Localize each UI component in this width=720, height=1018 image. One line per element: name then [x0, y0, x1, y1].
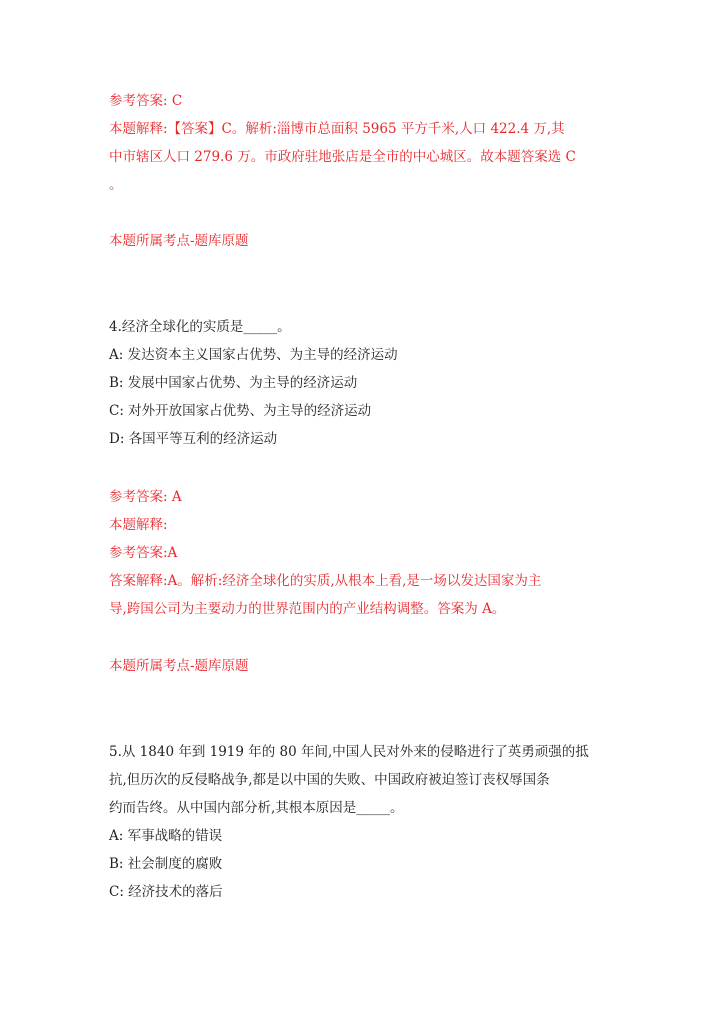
- source-line: 本题所属考点-题库原题: [109, 658, 249, 674]
- explanation-line: 。: [109, 177, 123, 193]
- question-stem: 约而告终。从中国内部分析,其根本原因是_____。: [109, 800, 404, 816]
- question-stem: 4.经济全球化的实质是_____。: [109, 319, 291, 335]
- analysis-line: 答案解释:A。解析:经济全球化的实质,从根本上看,是一场以发达国家为主: [109, 573, 542, 589]
- option-c: C: 经济技术的落后: [109, 884, 223, 900]
- analysis-line: 导,跨国公司为主要动力的世界范围内的产业结构调整。答案为 A。: [109, 601, 506, 617]
- answer-line-2: 参考答案:A: [109, 545, 178, 561]
- option-a: A: 军事战略的错误: [109, 828, 223, 844]
- source-line: 本题所属考点-题库原题: [109, 233, 249, 249]
- explanation-line: 中市辖区人口 279.6 万。市政府驻地张店是全市的中心城区。故本题答案选 C: [109, 149, 576, 165]
- answer-line: 参考答案: C: [109, 93, 183, 109]
- explanation-line: 本题解释:【答案】C。解析:淄博市总面积 5965 平方千米,人口 422.4 万,其: [109, 121, 565, 137]
- option-a: A: 发达资本主义国家占优势、为主导的经济运动: [109, 347, 398, 363]
- option-b: B: 发展中国家占优势、为主导的经济运动: [109, 375, 358, 391]
- option-d: D: 各国平等互利的经济运动: [109, 431, 278, 447]
- answer-line: 参考答案: A: [109, 489, 182, 505]
- option-b: B: 社会制度的腐败: [109, 856, 223, 872]
- question-stem: 抗,但历次的反侵略战争,都是以中国的失败、中国政府被迫签订丧权辱国条: [109, 772, 550, 788]
- option-c: C: 对外开放国家占优势、为主导的经济运动: [109, 403, 372, 419]
- explanation-label: 本题解释:: [109, 517, 168, 533]
- question-stem: 5.从 1840 年到 1919 年的 80 年间,中国人民对外来的侵略进行了英勇顽强的抵: [109, 744, 589, 760]
